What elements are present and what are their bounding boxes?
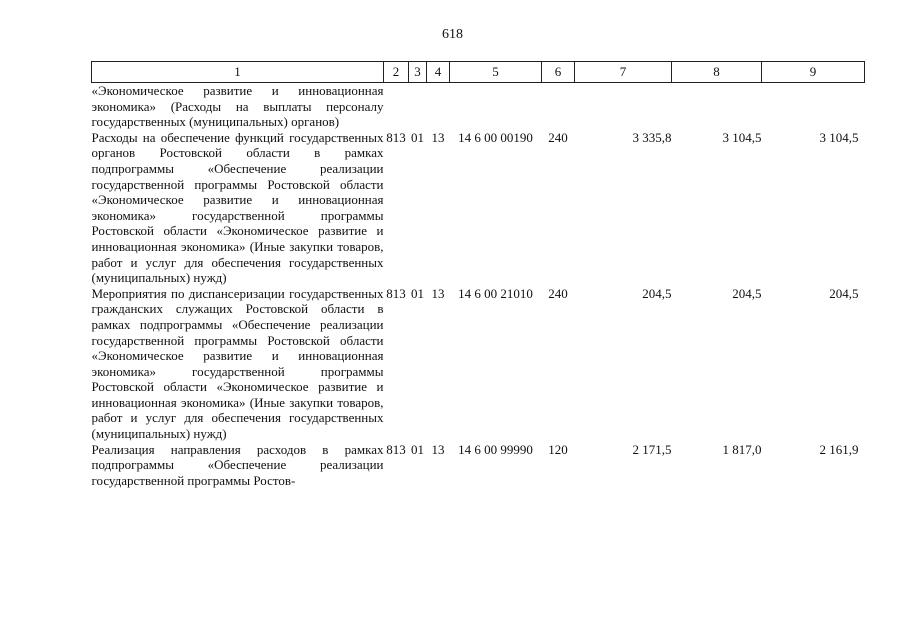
row-amount-year-1: 3 335,8 <box>632 129 672 145</box>
row-grbs-code: 813 <box>386 129 406 145</box>
row-description: Расходы на обеспечение функций государственных органов Ростовской области в рамках подпрограммы «Обеспечение реализации государственной программы Ростовской области «Экономическое развитие и инновационная экономика» государственной программы Ростовской области «Экономическое развитие и инновационная экономика» (Иные закупки товаров, работ и услуг для обеспечения государственных (муниципальных) нужд) <box>91 129 384 286</box>
row-expense-type <box>542 83 575 130</box>
table-row <box>92 286 865 442</box>
row-section-code: 01 <box>411 441 424 457</box>
row-amount-year-3 <box>762 83 865 130</box>
page-number: 618 <box>442 27 463 42</box>
row-grbs-code: 813 <box>386 285 406 301</box>
header-col-5: 5 <box>450 62 542 83</box>
row-target-article <box>450 83 542 130</box>
row-amount-year-3: 204,5 <box>829 285 859 301</box>
row-grbs-code <box>384 83 409 130</box>
row-section-code: 01 <box>411 285 424 301</box>
header-row <box>92 62 865 83</box>
row-subsection-code: 13 <box>431 285 445 301</box>
row-description: Реализация направления расходов в рамках подпрограммы «Обеспечение реализации государственной программы Ростов- <box>91 441 384 488</box>
budget-table <box>91 61 865 488</box>
row-section-code <box>409 83 427 130</box>
row-amount-year-2 <box>672 83 762 130</box>
row-subsection-code <box>427 83 450 130</box>
header-col-2: 2 <box>384 62 409 83</box>
header-col-7: 7 <box>575 62 672 83</box>
row-subsection-code: 13 <box>431 129 445 145</box>
header-col-4: 4 <box>427 62 450 83</box>
row-expense-type: 120 <box>548 441 568 457</box>
row-description: Мероприятия по диспансеризации государственных гражданских служащих Ростовской области в рамках подпрограммы «Обеспечение реализации государственной программы Ростовской области «Экономическое развитие и инновационная экономика» государственной программы Ростовской области «Экономическое развитие и инновационная экономика» (Иные закупки товаров, работ и услуг для обеспечения государственных (муниципальных) нужд) <box>91 285 384 442</box>
row-section-code: 01 <box>411 129 424 145</box>
header-col-6: 6 <box>542 62 575 83</box>
row-amount-year-1: 204,5 <box>642 285 672 301</box>
row-amount-year-1 <box>575 83 672 130</box>
row-amount-year-3: 2 161,9 <box>819 441 859 457</box>
table-row <box>92 442 865 489</box>
header-col-1: 1 <box>92 62 384 83</box>
row-target-article: 14 6 00 00190 <box>458 129 533 145</box>
row-description: «Экономическое развитие и инновационная экономика» (Расходы на выплаты персоналу государственных (муниципальных) органов) <box>91 83 384 130</box>
row-amount-year-1: 2 171,5 <box>632 441 672 457</box>
row-expense-type: 240 <box>548 129 568 145</box>
row-amount-year-2: 204,5 <box>732 285 762 301</box>
row-grbs-code: 813 <box>386 441 406 457</box>
header-col-3: 3 <box>409 62 427 83</box>
header-col-8: 8 <box>672 62 762 83</box>
row-target-article: 14 6 00 21010 <box>458 285 533 301</box>
row-expense-type: 240 <box>548 285 568 301</box>
header-col-9: 9 <box>762 62 865 83</box>
table-row <box>92 83 865 130</box>
row-amount-year-3: 3 104,5 <box>819 129 859 145</box>
row-amount-year-2: 1 817,0 <box>722 441 762 457</box>
row-target-article: 14 6 00 99990 <box>458 441 533 457</box>
table-row <box>92 130 865 286</box>
row-subsection-code: 13 <box>431 441 445 457</box>
row-amount-year-2: 3 104,5 <box>722 129 762 145</box>
